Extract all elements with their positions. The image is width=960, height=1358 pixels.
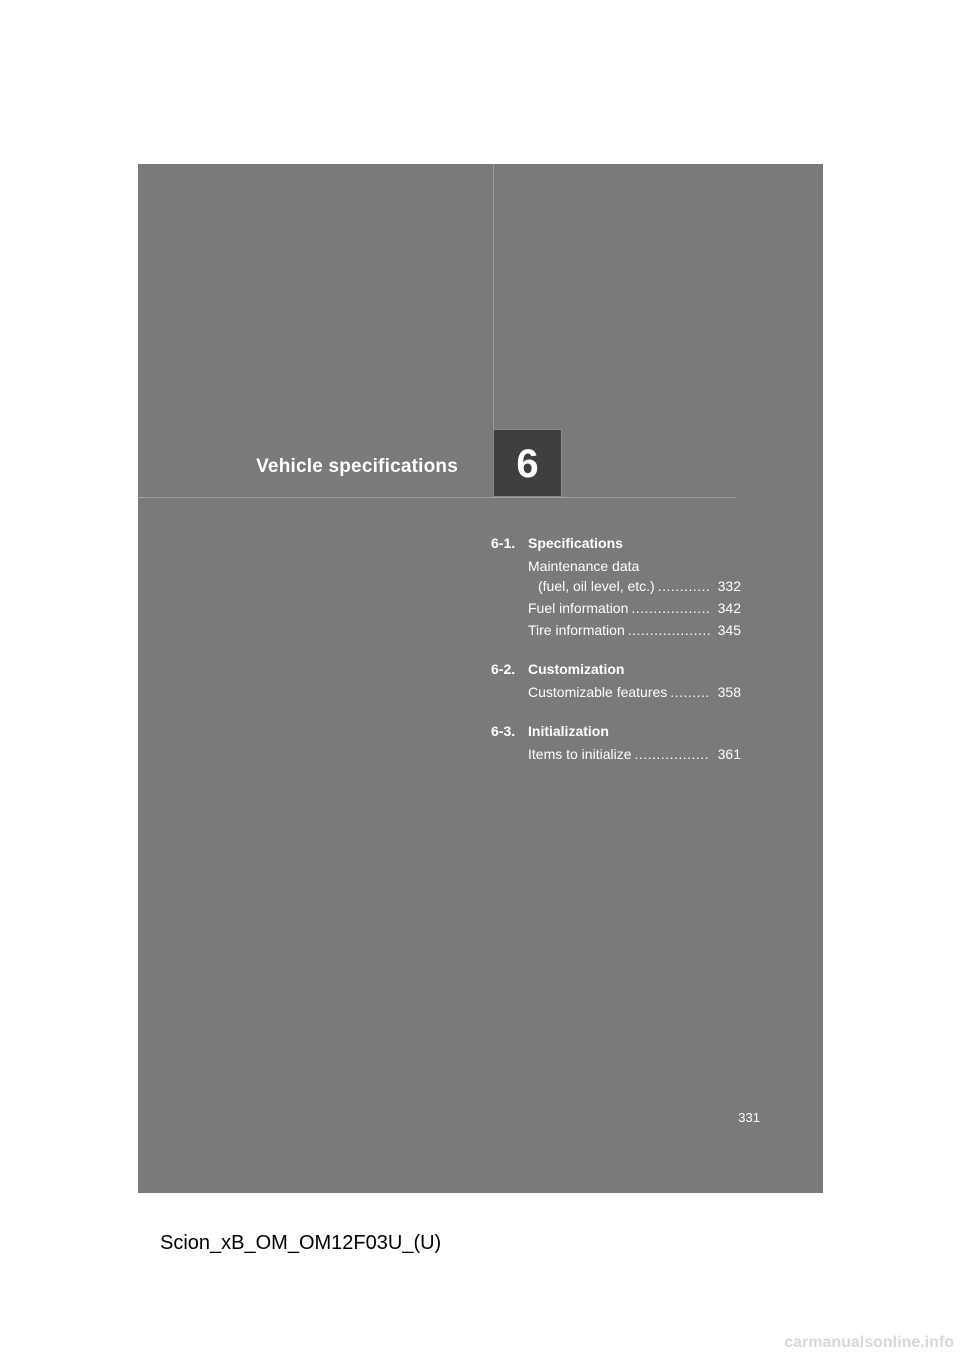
vertical-divider	[493, 164, 494, 429]
section-heading[interactable]	[491, 532, 741, 554]
toc-entry[interactable]	[528, 682, 741, 702]
toc-section	[491, 720, 741, 764]
entry-title-line2: (fuel, oil level, etc.)	[538, 578, 655, 594]
section-number: 6-2.	[491, 661, 516, 677]
entry-page: 345	[717, 622, 741, 638]
toc-entry[interactable]	[528, 598, 741, 618]
section-heading[interactable]	[491, 720, 741, 742]
section-title: Customization	[528, 661, 625, 677]
table-of-contents	[491, 532, 741, 782]
dot-leader	[631, 598, 710, 618]
dot-leader	[658, 576, 710, 596]
toc-section	[491, 532, 741, 640]
entry-title: Items to initialize	[528, 746, 632, 762]
toc-entry[interactable]	[528, 744, 741, 764]
entry-title-line1: Maintenance data	[528, 558, 640, 574]
dot-leader	[670, 682, 710, 702]
entry-page: 358	[717, 684, 741, 700]
toc-entry[interactable]	[528, 556, 741, 596]
chapter-number-box: 6	[493, 429, 562, 497]
entry-page: 361	[717, 746, 741, 762]
toc-section	[491, 658, 741, 702]
dot-leader	[628, 620, 710, 640]
section-title: Specifications	[528, 535, 623, 551]
toc-entry[interactable]	[528, 620, 741, 640]
entry-page: 332	[717, 578, 741, 594]
entry-title: Fuel information	[528, 600, 629, 616]
entry-page: 342	[717, 600, 741, 616]
page-number: 331	[738, 1110, 760, 1125]
horizontal-divider	[138, 497, 736, 498]
chapter-title: Vehicle specifications	[256, 456, 458, 477]
entry-title	[528, 556, 655, 596]
section-title: Initialization	[528, 723, 609, 739]
section-heading[interactable]	[491, 658, 741, 680]
dot-leader	[634, 744, 710, 764]
entry-title: Customizable features	[528, 684, 668, 700]
section-number: 6-1.	[491, 535, 516, 551]
section-number: 6-3.	[491, 723, 516, 739]
entry-title: Tire information	[528, 622, 625, 638]
watermark: carmanualsonline.info	[784, 1334, 954, 1351]
document-code-footer: Scion_xB_OM_OM12F03U_(U)	[160, 1232, 442, 1254]
